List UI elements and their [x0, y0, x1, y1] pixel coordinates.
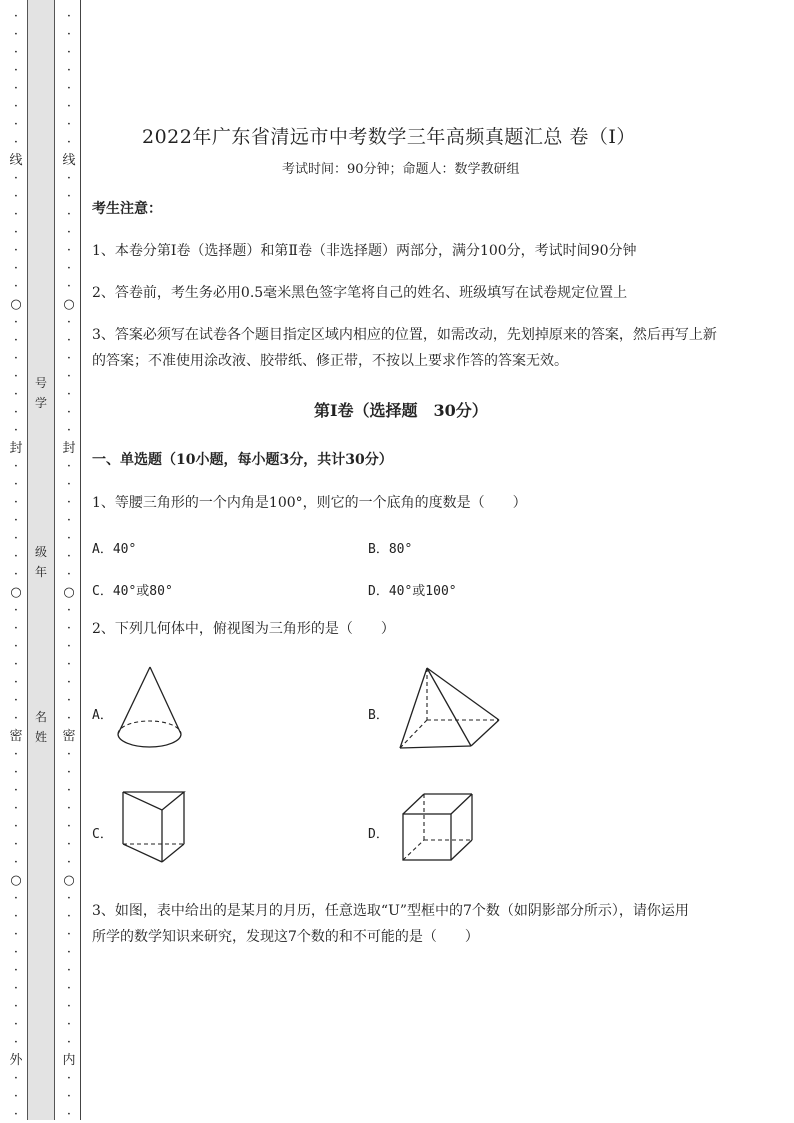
- inner-label: 封: [62, 441, 76, 456]
- question-1-stem: 1、等腰三角形的一个内角是100°，则它的一个底角的度数是（ ）: [92, 495, 527, 511]
- inner-dot: ·: [66, 567, 72, 582]
- outer-dot: ·: [13, 1089, 19, 1104]
- inner-dot: ·: [66, 981, 72, 996]
- q2-option-a: A．: [92, 708, 113, 723]
- inner-dot: ·: [66, 63, 72, 78]
- outer-dot: ·: [13, 675, 19, 690]
- outer-dot: ·: [13, 657, 19, 672]
- outer-dot: ·: [13, 765, 19, 780]
- outer-label: ○: [10, 873, 22, 888]
- question-2-stem: 2、下列几何体中，俯视图为三角形的是（ ）: [92, 621, 395, 637]
- q2-option-c: C．: [92, 827, 113, 842]
- section-title: 第Ⅰ卷（选择题 30分）: [314, 401, 488, 420]
- inner-dot: ·: [66, 621, 72, 636]
- outer-dot: ·: [13, 117, 19, 132]
- inner-dot: ·: [66, 459, 72, 474]
- inner-dot: ·: [66, 99, 72, 114]
- outer-label: 封: [9, 441, 23, 456]
- outer-dot: ·: [13, 279, 19, 294]
- outer-dot: ·: [13, 1017, 19, 1032]
- outer-dot: ·: [13, 495, 19, 510]
- outer-dot: ·: [13, 549, 19, 564]
- inner-dot: ·: [66, 405, 72, 420]
- outer-dot: ·: [13, 567, 19, 582]
- inner-dot: ·: [66, 1017, 72, 1032]
- inner-label: 内: [62, 1053, 76, 1068]
- outer-dot: ·: [13, 819, 19, 834]
- notice-item-3: 3、答案必须写在试卷各个题目指定区域内相应的位置，如需改动，先划掉原来的答案，然后再写上新: [92, 327, 717, 343]
- outer-label: 线: [9, 153, 23, 168]
- outer-dot-column: [8, 0, 24, 1123]
- outer-dot: ·: [13, 405, 19, 420]
- inner-dot: ·: [66, 495, 72, 510]
- outer-dot: ·: [13, 351, 19, 366]
- outer-dot: ·: [13, 945, 19, 960]
- question-3-stem-line1: 3、如图，表中给出的是某月的月历，任意选取“U”型框中的7个数（如阴影部分所示），请你运用: [92, 903, 689, 919]
- triangular-prism-figure: [120, 788, 190, 866]
- inner-dot: ·: [66, 1089, 72, 1104]
- outer-dot: ·: [13, 513, 19, 528]
- outer-dot: ·: [13, 801, 19, 816]
- student-field-char: 年: [34, 565, 47, 579]
- outer-dot: ·: [13, 387, 19, 402]
- inner-label: ○: [63, 873, 75, 888]
- student-field-char: 级: [34, 545, 47, 559]
- outer-dot: ·: [13, 855, 19, 870]
- outer-dot: ·: [13, 909, 19, 924]
- inner-dot: ·: [66, 639, 72, 654]
- inner-dot: ·: [66, 135, 72, 150]
- q2-option-d: D．: [368, 827, 389, 842]
- notice-item-2: 2、答卷前，考生务必用0.5毫米黑色签字笔将自己的姓名、班级填写在试卷规定位置上: [92, 285, 628, 301]
- binding-line: [80, 0, 81, 1120]
- outer-label: 密: [9, 729, 23, 744]
- q1-option-c: C．40°或80°: [92, 584, 173, 599]
- outer-label: 外: [9, 1053, 23, 1068]
- q2-option-b: B．: [368, 708, 389, 723]
- inner-dot: ·: [66, 675, 72, 690]
- inner-dot: ·: [66, 531, 72, 546]
- outer-dot: ·: [13, 891, 19, 906]
- outer-dot: ·: [13, 423, 19, 438]
- outer-dot: ·: [13, 81, 19, 96]
- inner-dot: ·: [66, 45, 72, 60]
- inner-dot: ·: [66, 189, 72, 204]
- inner-dot: ·: [66, 513, 72, 528]
- inner-dot: ·: [66, 1107, 72, 1122]
- outer-dot: ·: [13, 927, 19, 942]
- exam-subtitle: 考试时间：90分钟；命题人：数学教研组: [282, 162, 520, 177]
- question-3-stem-line2: 所学的数学知识来研究，发现这7个数的和不可能的是（ ）: [92, 929, 479, 945]
- outer-dot: ·: [13, 171, 19, 186]
- inner-dot: ·: [66, 549, 72, 564]
- student-field-char: 姓: [34, 730, 47, 744]
- inner-label: ○: [63, 297, 75, 312]
- inner-dot: ·: [66, 855, 72, 870]
- inner-dot: ·: [66, 351, 72, 366]
- outer-dot: ·: [13, 531, 19, 546]
- inner-label: ○: [63, 585, 75, 600]
- student-field-char: 号: [34, 376, 47, 390]
- outer-dot: ·: [13, 747, 19, 762]
- inner-dot: ·: [66, 819, 72, 834]
- inner-label: 密: [62, 729, 76, 744]
- outer-dot: ·: [13, 369, 19, 384]
- outer-dot: ·: [13, 639, 19, 654]
- inner-dot: ·: [66, 909, 72, 924]
- outer-dot: ·: [13, 603, 19, 618]
- inner-dot: ·: [66, 261, 72, 276]
- outer-dot: ·: [13, 477, 19, 492]
- outer-dot: ·: [13, 315, 19, 330]
- outer-dot: ·: [13, 621, 19, 636]
- inner-dot: ·: [66, 279, 72, 294]
- inner-dot: ·: [66, 243, 72, 258]
- outer-dot: ·: [13, 99, 19, 114]
- outer-dot: ·: [13, 189, 19, 204]
- outer-dot: ·: [13, 459, 19, 474]
- inner-dot: ·: [66, 693, 72, 708]
- outer-dot: ·: [13, 1035, 19, 1050]
- inner-dot: ·: [66, 783, 72, 798]
- outer-dot: ·: [13, 243, 19, 258]
- cube-figure: [400, 790, 476, 864]
- inner-dot: ·: [66, 891, 72, 906]
- notice-heading: 考生注意：: [92, 201, 162, 217]
- page-title: 2022年广东省清远市中考数学三年高频真题汇总 卷（Ⅰ）: [142, 126, 636, 148]
- inner-dot: ·: [66, 1071, 72, 1086]
- inner-dot: ·: [66, 711, 72, 726]
- inner-dot: ·: [66, 927, 72, 942]
- outer-dot: ·: [13, 837, 19, 852]
- inner-dot: ·: [66, 27, 72, 42]
- outer-dot: ·: [13, 135, 19, 150]
- notice-item-3-cont: 的答案；不准使用涂改液、胶带纸、修正带，不按以上要求作答的答案无效。: [92, 353, 568, 369]
- outer-dot: ·: [13, 27, 19, 42]
- student-field-char: 名: [34, 710, 47, 724]
- outer-dot: ·: [13, 9, 19, 24]
- cone-figure: [114, 664, 186, 752]
- student-info-strip: [27, 0, 55, 1120]
- outer-label: ○: [10, 585, 22, 600]
- outer-dot: ·: [13, 963, 19, 978]
- outer-dot: ·: [13, 783, 19, 798]
- outer-dot: ·: [13, 711, 19, 726]
- inner-dot: ·: [66, 945, 72, 960]
- pyramid-figure: [395, 664, 505, 752]
- outer-dot: ·: [13, 1071, 19, 1086]
- outer-dot: ·: [13, 45, 19, 60]
- outer-dot: ·: [13, 225, 19, 240]
- q1-option-b: B．80°: [368, 542, 413, 557]
- inner-dot: ·: [66, 603, 72, 618]
- q1-option-a: A．40°: [92, 542, 137, 557]
- inner-dot: ·: [66, 225, 72, 240]
- outer-label: ○: [10, 297, 22, 312]
- inner-dot: ·: [66, 999, 72, 1014]
- binding-margin: [0, 0, 90, 1123]
- inner-dot: ·: [66, 81, 72, 96]
- inner-dot: ·: [66, 801, 72, 816]
- q1-option-d: D．40°或100°: [368, 584, 457, 599]
- inner-dot: ·: [66, 387, 72, 402]
- inner-dot: ·: [66, 765, 72, 780]
- outer-dot: ·: [13, 261, 19, 276]
- student-field-char: 学: [34, 396, 47, 410]
- inner-dot: ·: [66, 477, 72, 492]
- part1-heading: 一、单选题（10小题，每小题3分，共计30分）: [92, 452, 393, 468]
- inner-label: 线: [62, 153, 76, 168]
- inner-dot: ·: [66, 171, 72, 186]
- inner-dot: ·: [66, 117, 72, 132]
- outer-dot: ·: [13, 1107, 19, 1122]
- inner-dot: ·: [66, 315, 72, 330]
- inner-dot: ·: [66, 963, 72, 978]
- inner-dot: ·: [66, 369, 72, 384]
- inner-dot: ·: [66, 1035, 72, 1050]
- outer-dot: ·: [13, 999, 19, 1014]
- inner-dot: ·: [66, 423, 72, 438]
- inner-dot: ·: [66, 9, 72, 24]
- outer-dot: ·: [13, 63, 19, 78]
- inner-dot: ·: [66, 837, 72, 852]
- inner-dot: ·: [66, 207, 72, 222]
- notice-item-1: 1、本卷分第Ⅰ卷（选择题）和第Ⅱ卷（非选择题）两部分，满分100分，考试时间90分钟: [92, 243, 637, 259]
- inner-dot: ·: [66, 657, 72, 672]
- outer-dot: ·: [13, 207, 19, 222]
- outer-dot: ·: [13, 333, 19, 348]
- outer-dot: ·: [13, 693, 19, 708]
- inner-dot: ·: [66, 747, 72, 762]
- inner-dot-column: [61, 0, 77, 1123]
- inner-dot: ·: [66, 333, 72, 348]
- outer-dot: ·: [13, 981, 19, 996]
